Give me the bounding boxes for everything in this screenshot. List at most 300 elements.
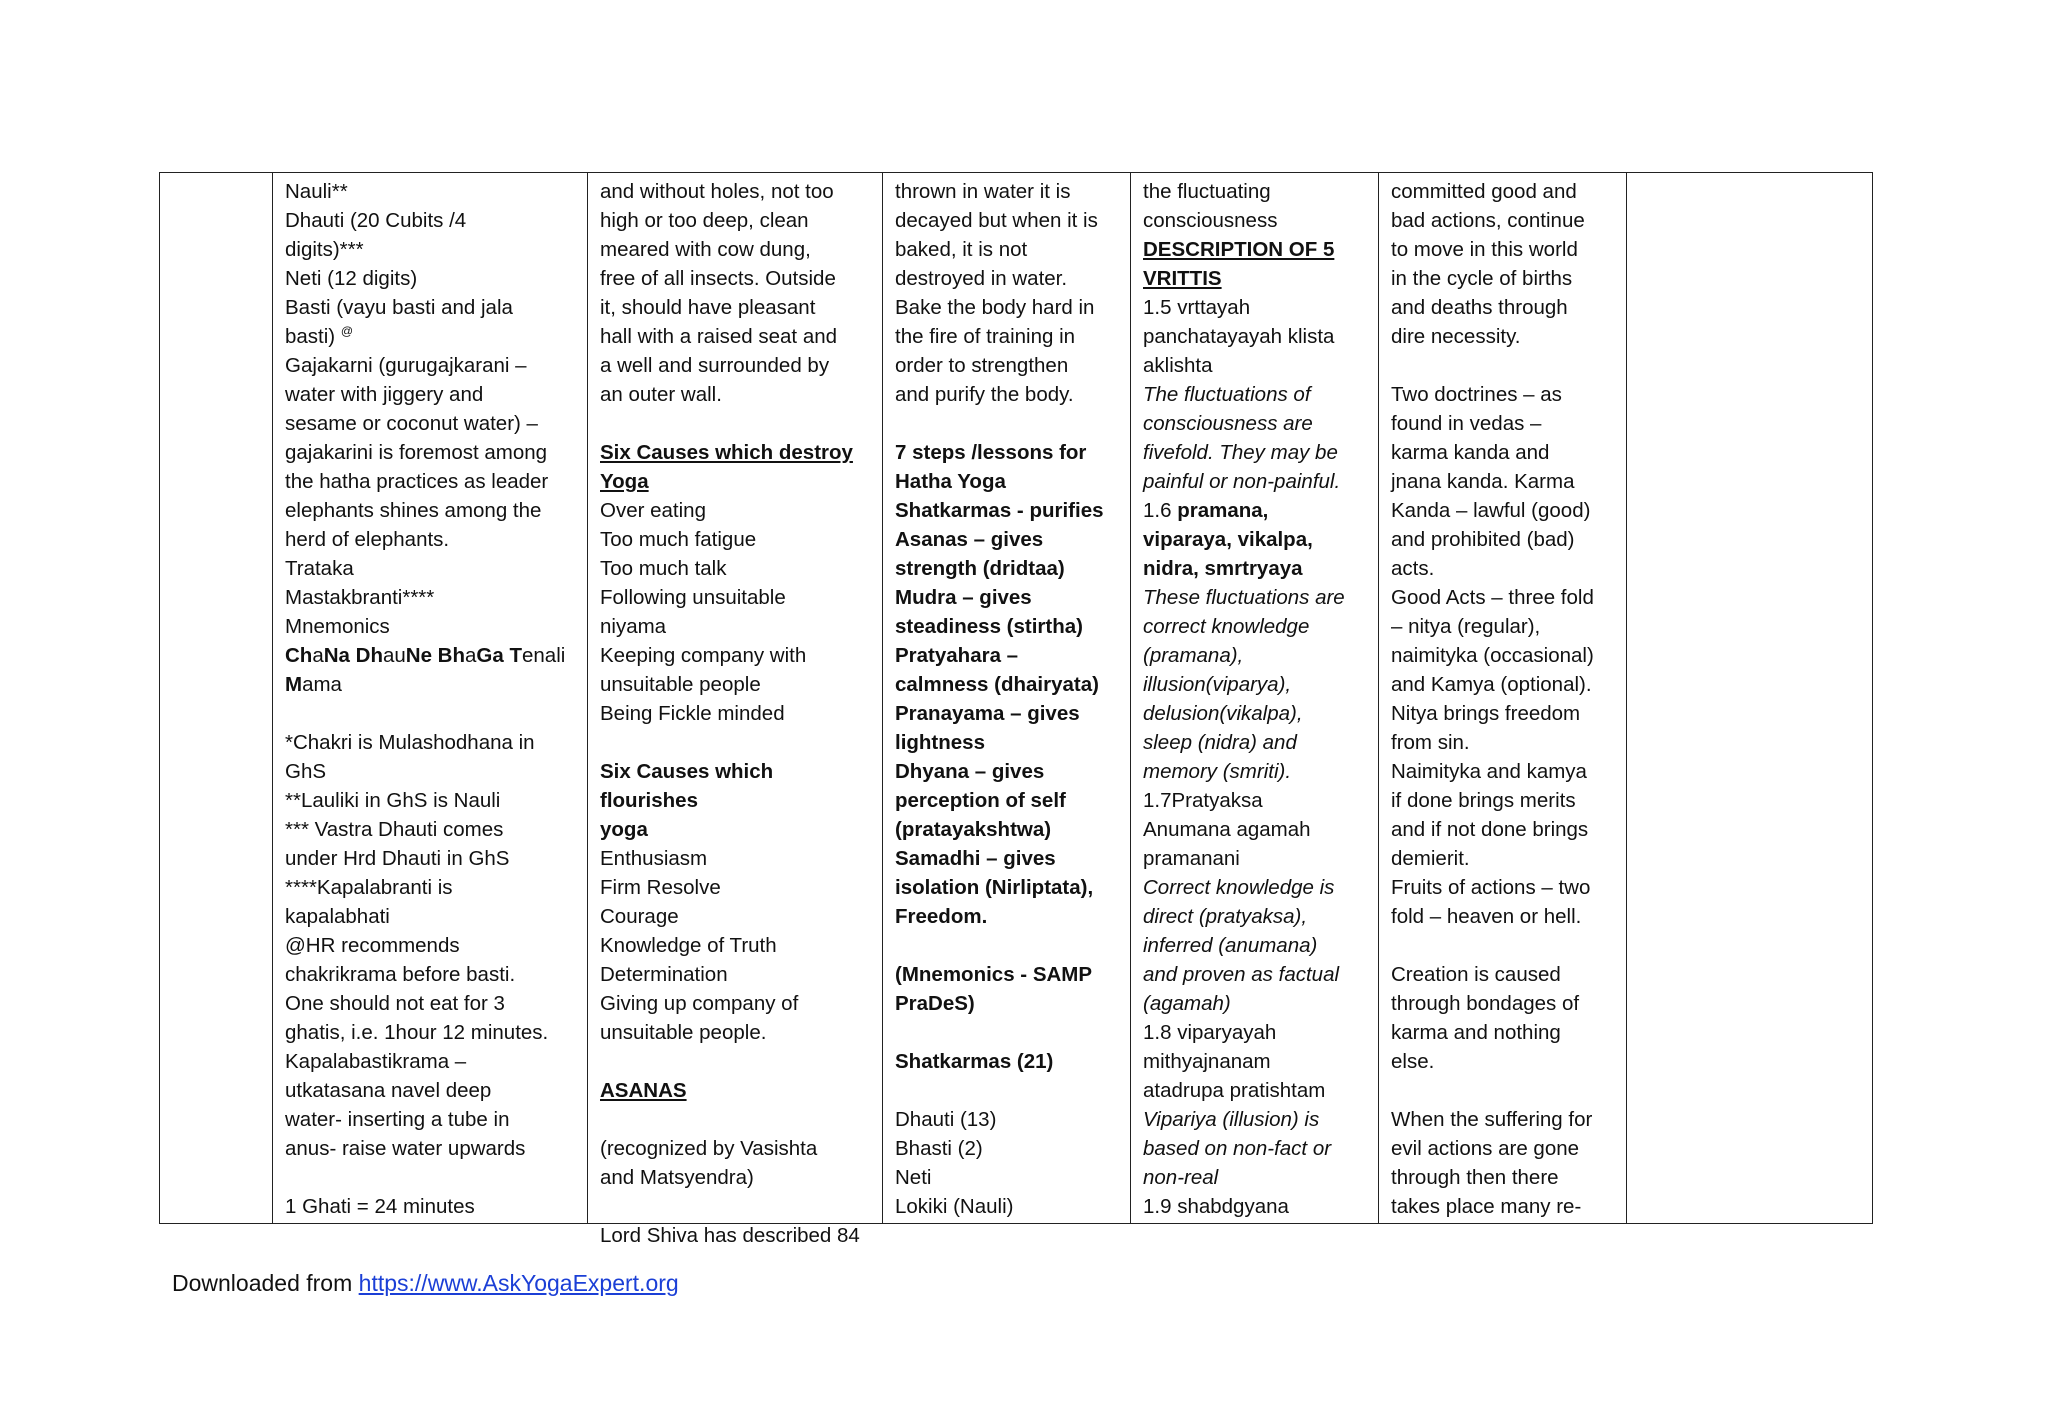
text-line	[1391, 612, 1616, 641]
text-segment: mithyajnanam	[1143, 1050, 1271, 1073]
text-line	[600, 583, 872, 612]
text-line	[1391, 554, 1616, 583]
text-segment: 1.9 shabdgyana	[1143, 1195, 1289, 1218]
text-line	[895, 409, 1120, 438]
text-line	[1391, 264, 1616, 293]
text-segment: Dhauti (20 Cubits /4	[285, 209, 467, 232]
text-line	[1143, 902, 1368, 931]
text-line	[1391, 1047, 1616, 1076]
text-line	[600, 1105, 872, 1134]
text-line	[895, 641, 1120, 670]
text-segment: evil actions are gone	[1391, 1137, 1580, 1160]
text-segment: sesame or coconut water) –	[285, 412, 538, 435]
text-segment: Knowledge of Truth	[600, 934, 777, 957]
text-line	[600, 351, 872, 380]
text-segment: Bhasti (2)	[895, 1137, 983, 1160]
text-line	[285, 583, 577, 612]
text-segment: memory (smriti).	[1143, 760, 1292, 783]
text-line	[1391, 873, 1616, 902]
text-line	[600, 554, 872, 583]
text-segment: Na Dh	[323, 644, 383, 667]
text-segment: – nitya (regular),	[1391, 615, 1541, 638]
text-segment: PraDeS)	[895, 992, 975, 1015]
text-line	[600, 931, 872, 960]
text-line	[1391, 235, 1616, 264]
text-line	[895, 496, 1120, 525]
text-segment: isolation (Nirliptata),	[895, 876, 1094, 899]
text-segment: bad actions, continue	[1391, 209, 1585, 232]
text-segment: destroyed in water.	[895, 267, 1068, 290]
text-line	[285, 496, 577, 525]
text-segment: ghatis, i.e. 1hour 12 minutes.	[285, 1021, 549, 1044]
text-segment: order to strengthen	[895, 354, 1069, 377]
text-segment: (agamah)	[1143, 992, 1231, 1015]
text-segment: calmness (dhairyata)	[895, 673, 1099, 696]
text-segment: Yoga	[600, 470, 649, 493]
text-segment: Basti (vayu basti and jala	[285, 296, 513, 319]
text-segment: (recognized by Vasishta	[600, 1137, 818, 1160]
text-segment: Dhyana – gives	[895, 760, 1045, 783]
text-segment: gajakarini is foremost among	[285, 441, 548, 464]
text-line	[1143, 322, 1368, 351]
text-line	[895, 960, 1120, 989]
text-line	[895, 438, 1120, 467]
text-line	[1143, 989, 1368, 1018]
text-segment: Naimityka and kamya	[1391, 760, 1587, 783]
text-line	[600, 1018, 872, 1047]
text-segment: acts.	[1391, 557, 1435, 580]
text-line	[895, 612, 1120, 641]
text-line	[1143, 496, 1368, 525]
text-segment: and if not done brings	[1391, 818, 1589, 841]
footnote-marker: @	[340, 324, 354, 339]
text-line	[600, 206, 872, 235]
footer-prefix: Downloaded from	[172, 1270, 359, 1296]
text-line	[1391, 1105, 1616, 1134]
text-segment: unsuitable people.	[600, 1021, 767, 1044]
text-line	[600, 728, 872, 757]
table-column-1	[273, 173, 588, 1223]
text-segment: water with jiggery and	[285, 383, 484, 406]
text-segment: and Matsyendra)	[600, 1166, 754, 1189]
text-line	[600, 380, 872, 409]
text-segment: digits)***	[285, 238, 364, 261]
text-line	[285, 989, 577, 1018]
text-segment: high or too deep, clean	[600, 209, 809, 232]
text-segment: *Chakri is Mulashodhana in	[285, 731, 535, 754]
text-line	[1391, 322, 1616, 351]
text-segment: enali	[522, 644, 566, 667]
text-line	[600, 844, 872, 873]
text-line	[1143, 641, 1368, 670]
text-line	[600, 235, 872, 264]
text-line	[895, 235, 1120, 264]
text-line	[895, 931, 1120, 960]
text-line	[1143, 409, 1368, 438]
text-line	[1391, 1192, 1616, 1221]
text-segment: Good Acts – three fold	[1391, 586, 1594, 609]
text-line	[1143, 1134, 1368, 1163]
text-segment: an outer wall.	[600, 383, 722, 406]
text-segment: non-real	[1143, 1166, 1219, 1189]
text-line	[895, 293, 1120, 322]
text-segment: Mnemonics	[285, 615, 390, 638]
text-segment: utkatasana navel deep	[285, 1079, 492, 1102]
text-line	[1143, 351, 1368, 380]
text-line	[895, 786, 1120, 815]
text-line	[600, 873, 872, 902]
text-line	[1143, 293, 1368, 322]
text-segment: sleep (nidra) and	[1143, 731, 1297, 754]
text-line	[285, 177, 577, 206]
text-segment: and purify the body.	[895, 383, 1074, 406]
text-segment: Trataka	[285, 557, 354, 580]
text-line	[285, 641, 577, 670]
text-segment: nidra, smrtryaya	[1143, 557, 1303, 580]
text-line	[285, 409, 577, 438]
text-line	[895, 757, 1120, 786]
text-segment: Neti	[895, 1166, 932, 1189]
text-segment: inferred (anumana)	[1143, 934, 1318, 957]
text-segment: Neti (12 digits)	[285, 267, 418, 290]
text-segment: in the cycle of births	[1391, 267, 1573, 290]
text-line	[600, 496, 872, 525]
text-line	[600, 641, 872, 670]
text-line	[1143, 1192, 1368, 1221]
text-segment: pramana,	[1177, 499, 1269, 522]
text-segment: Giving up company of	[600, 992, 799, 1015]
text-line	[1143, 206, 1368, 235]
text-line	[600, 1047, 872, 1076]
text-line	[1391, 496, 1616, 525]
text-line	[1391, 989, 1616, 1018]
text-line	[1143, 467, 1368, 496]
text-line	[895, 1047, 1120, 1076]
text-segment: the hatha practices as leader	[285, 470, 549, 493]
text-segment: Gajakarni (gurugajkarani –	[285, 354, 527, 377]
text-segment: dire necessity.	[1391, 325, 1521, 348]
text-line	[1143, 757, 1368, 786]
text-segment: found in vedas –	[1391, 412, 1542, 435]
text-line	[285, 728, 577, 757]
text-segment: Ne Bh	[405, 644, 466, 667]
text-line	[895, 699, 1120, 728]
text-line	[895, 583, 1120, 612]
text-segment: delusion(vikalpa),	[1143, 702, 1303, 725]
text-segment: Lord Shiva has described 84	[600, 1224, 860, 1247]
text-line	[600, 989, 872, 1018]
text-segment: kapalabhati	[285, 905, 390, 928]
text-line	[1391, 931, 1616, 960]
text-line	[285, 931, 577, 960]
text-line	[1391, 815, 1616, 844]
text-line	[1143, 235, 1368, 264]
table-column-3	[883, 173, 1131, 1223]
text-line	[895, 467, 1120, 496]
text-segment: fivefold. They may be	[1143, 441, 1338, 464]
text-line	[1391, 409, 1616, 438]
text-line	[1143, 264, 1368, 293]
text-line	[1143, 438, 1368, 467]
text-segment: through then there	[1391, 1166, 1559, 1189]
text-segment: Asanas – gives	[895, 528, 1044, 551]
text-line	[895, 380, 1120, 409]
text-line	[600, 177, 872, 206]
text-line	[1143, 1105, 1368, 1134]
text-line	[600, 757, 872, 815]
text-segment: and proven as factual	[1143, 963, 1340, 986]
text-line	[600, 1134, 872, 1163]
text-segment: correct knowledge	[1143, 615, 1310, 638]
text-segment: chakrikrama before basti.	[285, 963, 516, 986]
text-line	[1391, 699, 1616, 728]
text-segment: Two doctrines – as	[1391, 383, 1562, 406]
text-segment: Nauli**	[285, 180, 348, 203]
table-column-5	[1379, 173, 1627, 1223]
text-segment: thrown in water it is	[895, 180, 1071, 203]
text-line	[285, 235, 577, 264]
text-line	[895, 873, 1120, 902]
text-line	[895, 1076, 1120, 1105]
text-segment: decayed but when it is	[895, 209, 1098, 232]
text-segment: Lokiki (Nauli)	[895, 1195, 1014, 1218]
text-segment: @HR recommends	[285, 934, 460, 957]
text-segment: fold – heaven or hell.	[1391, 905, 1582, 928]
text-line	[895, 1134, 1120, 1163]
text-segment: takes place many re-	[1391, 1195, 1582, 1218]
text-segment: consciousness	[1143, 209, 1278, 232]
text-segment: the fluctuating	[1143, 180, 1271, 203]
text-line	[1143, 670, 1368, 699]
text-segment: Six Causes which destroy	[600, 441, 853, 464]
text-segment: Firm Resolve	[600, 876, 721, 899]
text-segment: karma and nothing	[1391, 1021, 1561, 1044]
text-segment: illusion(viparya),	[1143, 673, 1292, 696]
text-segment: Too much talk	[600, 557, 727, 580]
text-line	[285, 351, 577, 380]
text-segment: and without holes, not too	[600, 180, 834, 203]
text-segment: herd of elephants.	[285, 528, 450, 551]
text-segment: GhS	[285, 760, 327, 783]
text-line	[895, 351, 1120, 380]
text-segment: a	[312, 644, 324, 667]
text-segment: it, should have pleasant	[600, 296, 816, 319]
text-line	[1143, 177, 1368, 206]
text-line	[895, 525, 1120, 554]
text-line	[285, 1192, 577, 1221]
text-line	[1391, 641, 1616, 670]
text-line	[285, 438, 577, 467]
text-line	[600, 1163, 872, 1192]
text-line	[285, 815, 577, 844]
text-line	[600, 264, 872, 293]
text-line	[285, 264, 577, 293]
text-line	[285, 380, 577, 409]
text-segment: One should not eat for 3	[285, 992, 505, 1015]
table-column-2	[588, 173, 883, 1247]
content-table	[159, 172, 1873, 1247]
text-segment: and prohibited (bad)	[1391, 528, 1575, 551]
text-line	[1143, 786, 1368, 815]
text-line	[600, 699, 872, 728]
text-line	[1143, 380, 1368, 409]
text-segment: (pratayakshtwa)	[895, 818, 1052, 841]
table-column-0	[160, 173, 273, 1223]
text-segment: ama	[302, 673, 342, 696]
text-line	[285, 293, 577, 322]
text-line	[1143, 612, 1368, 641]
text-line	[895, 1163, 1120, 1192]
text-segment: niyama	[600, 615, 667, 638]
text-line	[1143, 699, 1368, 728]
text-segment: 1.7Pratyaksa	[1143, 789, 1263, 812]
text-line	[1391, 1163, 1616, 1192]
text-segment: steadiness (stirtha)	[895, 615, 1083, 638]
text-segment: These fluctuations are	[1143, 586, 1345, 609]
text-segment: Nitya brings freedom	[1391, 702, 1581, 725]
text-segment: else.	[1391, 1050, 1435, 1073]
text-line	[285, 1047, 577, 1076]
text-segment: Pranayama – gives	[895, 702, 1080, 725]
text-segment: demierit.	[1391, 847, 1470, 870]
text-line	[285, 902, 577, 931]
text-line	[1143, 554, 1368, 583]
text-line	[1143, 1076, 1368, 1105]
text-segment: Anumana agamah	[1143, 818, 1311, 841]
table-column-4	[1131, 173, 1379, 1223]
text-line	[285, 467, 577, 496]
text-segment: VRITTIS	[1143, 267, 1222, 290]
text-line	[600, 612, 872, 641]
text-segment: Bake the body hard in	[895, 296, 1095, 319]
text-line	[1143, 1018, 1368, 1047]
text-segment: 1 Ghati = 24 minutes	[285, 1195, 475, 1218]
text-line	[1391, 206, 1616, 235]
text-segment: Too much fatigue	[600, 528, 757, 551]
text-segment: Freedom.	[895, 905, 988, 928]
text-segment: The fluctuations of	[1143, 383, 1311, 406]
text-line	[285, 699, 577, 728]
text-line	[1391, 757, 1616, 786]
text-line	[1143, 931, 1368, 960]
text-line	[600, 960, 872, 989]
text-line	[600, 525, 872, 554]
text-line	[1391, 467, 1616, 496]
text-segment: Following unsuitable	[600, 586, 786, 609]
text-line	[895, 902, 1120, 931]
text-segment: **Lauliki in GhS is Nauli	[285, 789, 501, 812]
text-segment: water- inserting a tube in	[285, 1108, 510, 1131]
text-line	[600, 467, 872, 496]
text-segment: unsuitable people	[600, 673, 761, 696]
text-segment: jnana kanda. Karma	[1391, 470, 1575, 493]
text-segment: viparaya, vikalpa,	[1143, 528, 1313, 551]
text-line	[285, 525, 577, 554]
text-segment: Creation is caused	[1391, 963, 1561, 986]
text-segment: and Kamya (optional).	[1391, 673, 1592, 696]
text-line	[285, 612, 577, 641]
text-segment: from sin.	[1391, 731, 1470, 754]
text-segment: anus- raise water upwards	[285, 1137, 526, 1160]
text-segment: Being Fickle minded	[600, 702, 785, 725]
text-segment: Fruits of actions – two	[1391, 876, 1591, 899]
text-segment: ASANAS	[600, 1079, 687, 1102]
text-line	[600, 1076, 872, 1105]
text-segment: (pramana),	[1143, 644, 1244, 667]
text-segment: Ch	[285, 644, 313, 667]
text-line	[600, 670, 872, 699]
text-segment: through bondages of	[1391, 992, 1580, 1015]
text-segment: Shatkarmas (21)	[895, 1050, 1054, 1073]
text-segment: panchatayayah klista	[1143, 325, 1335, 348]
text-line	[1143, 525, 1368, 554]
text-segment: Enthusiasm	[600, 847, 708, 870]
footer-link[interactable]: https://www.AskYogaExpert.org	[358, 1270, 679, 1296]
text-segment: free of all insects. Outside	[600, 267, 836, 290]
text-line	[895, 206, 1120, 235]
text-line	[895, 815, 1120, 844]
text-line	[600, 902, 872, 931]
text-segment: Keeping company with	[600, 644, 807, 667]
text-segment: yoga	[600, 818, 648, 841]
text-line	[600, 322, 872, 351]
text-segment: *** Vastra Dhauti comes	[285, 818, 504, 841]
text-line	[1143, 815, 1368, 844]
text-segment: DESCRIPTION OF 5	[1143, 238, 1335, 261]
text-line	[1143, 728, 1368, 757]
text-line	[895, 670, 1120, 699]
text-line	[895, 1018, 1120, 1047]
text-segment: naimityka (occasional)	[1391, 644, 1594, 667]
text-line	[600, 815, 872, 844]
text-segment: Over eating	[600, 499, 706, 522]
text-line	[285, 844, 577, 873]
text-line	[1143, 873, 1368, 902]
text-segment: Shatkarmas - purifies	[895, 499, 1104, 522]
text-segment: M	[285, 673, 303, 696]
text-segment: strength (dridtaa)	[895, 557, 1065, 580]
text-line	[1391, 1134, 1616, 1163]
text-segment: Kapalabastikrama –	[285, 1050, 467, 1073]
text-line	[285, 1134, 577, 1163]
text-line	[895, 177, 1120, 206]
text-line	[1391, 1018, 1616, 1047]
text-segment: baked, it is not	[895, 238, 1028, 261]
text-segment: Hatha Yoga	[895, 470, 1006, 493]
text-line	[1391, 293, 1616, 322]
text-line	[285, 873, 577, 902]
text-line	[895, 1192, 1120, 1221]
text-segment: Correct knowledge is	[1143, 876, 1335, 899]
text-line	[895, 1105, 1120, 1134]
text-line	[600, 438, 872, 467]
text-line	[1391, 902, 1616, 931]
text-segment: elephants shines among the	[285, 499, 542, 522]
text-segment: ****Kapalabranti is	[285, 876, 453, 899]
text-segment: basti)	[285, 325, 336, 348]
text-line	[285, 960, 577, 989]
text-line	[285, 1105, 577, 1134]
text-line	[285, 322, 577, 351]
text-segment: Ga T	[476, 644, 522, 667]
text-segment: 1.6	[1143, 499, 1178, 522]
text-segment: Dhauti (13)	[895, 1108, 997, 1131]
text-segment: to move in this world	[1391, 238, 1578, 261]
text-line	[1391, 380, 1616, 409]
text-segment: meared with cow dung,	[600, 238, 811, 261]
text-line	[1391, 351, 1616, 380]
text-segment: under Hrd Dhauti in GhS	[285, 847, 510, 870]
